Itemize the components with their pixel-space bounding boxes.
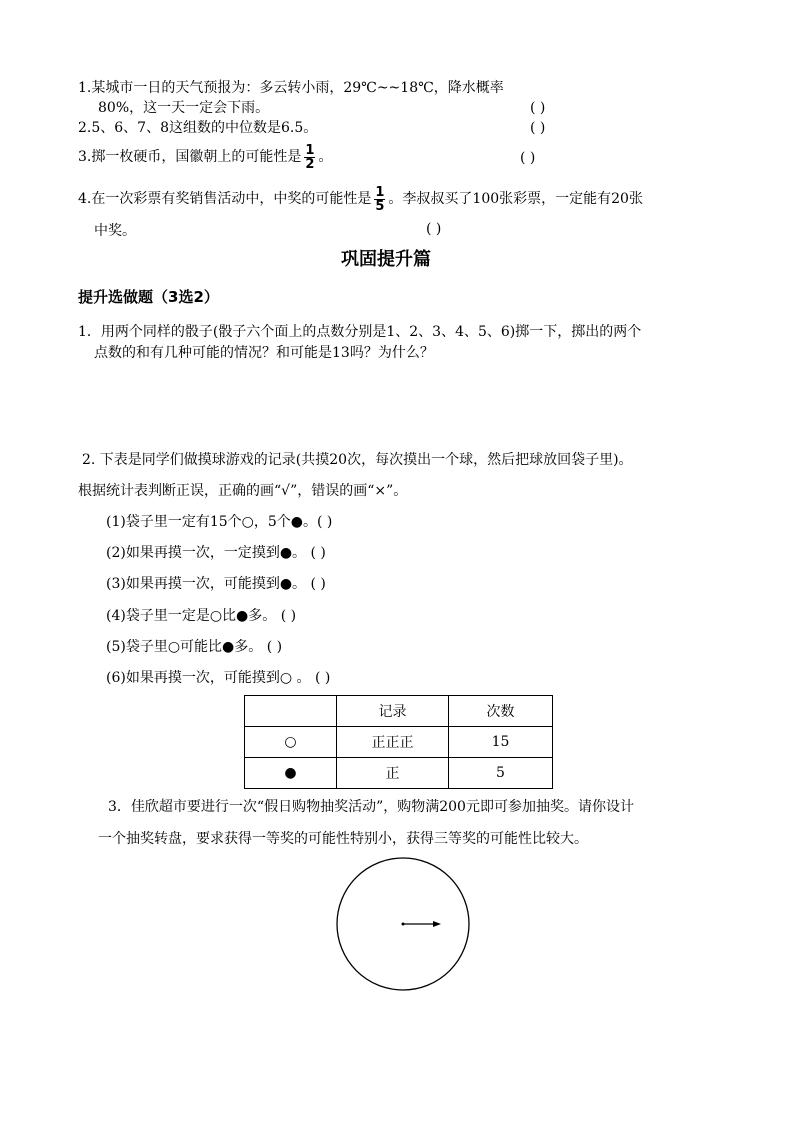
tf-question-4-answer-blank[interactable]: ( ): [426, 221, 442, 237]
table-header-cell: 记录: [337, 696, 449, 727]
fraction-numerator: 1: [305, 142, 315, 158]
q2-line1: 2. 下表是同学们做摸球游戏的记录(共摸20次，每次摸出一个球，然后把球放回袋子里)。: [82, 452, 633, 468]
table-row: [245, 758, 553, 789]
q2-item-1[interactable]: (1)袋子里一定有15个○，5个●。( ): [106, 514, 333, 530]
q2-item-6[interactable]: (6)如果再摸一次，可能摸到○ 。 ( ): [106, 670, 331, 686]
tf-question-3: [78, 140, 332, 174]
tf-question-3-end: 。: [318, 149, 333, 165]
q1-line2: 点数的和有几种可能的情况？和可能是13吗？为什么？: [94, 345, 434, 361]
table-row: [245, 727, 553, 758]
table-cell: 正: [337, 758, 449, 789]
fraction-one-half: [304, 144, 315, 171]
tf-question-1-line2: 80%，这一天一定会下雨。: [98, 100, 270, 116]
tf-question-3-answer-blank[interactable]: ( ): [520, 150, 536, 166]
tf-question-4-line2: 中奖。: [94, 223, 136, 239]
record-table: [244, 695, 553, 789]
q3-line1: 3．佳欣超市要进行一次“假日购物抽奖活动”，购物满200元即可参加抽奖。请你设计: [108, 799, 634, 815]
tf-question-4-text: 4.在一次彩票有奖销售活动中，中奖的可能性是: [78, 191, 372, 207]
table-cell: 5: [449, 758, 553, 789]
fraction-one-fifth: [374, 186, 385, 213]
tf-question-4: [78, 182, 643, 216]
tf-question-1-answer-blank[interactable]: ( ): [530, 100, 546, 116]
fraction-denominator: 5: [375, 198, 385, 214]
subsection-title: 提升选做题（3选2）: [78, 288, 219, 306]
spinner-arrow-icon: [402, 921, 442, 927]
section-title: 巩固提升篇: [341, 249, 431, 270]
table-cell: 正正正: [337, 727, 449, 758]
tf-question-1-line1: 1.某城市一日的天气预报为：多云转小雨，29℃~~18℃，降水概率: [78, 80, 504, 96]
q2-item-4[interactable]: (4)袋子里一定是○比●多。 ( ): [106, 608, 297, 624]
table-header-cell: 次数: [449, 696, 553, 727]
black-ball-symbol: ●: [245, 758, 337, 789]
tf-question-2: 2.5、6、7、8这组数的中位数是6.5。: [78, 120, 318, 136]
tf-question-3-text: 3.掷一枚硬币，国徽朝上的可能性是: [78, 149, 302, 165]
q2-item-3[interactable]: (3)如果再摸一次，可能摸到●。 ( ): [106, 576, 326, 592]
q1-line1: 1．用两个同样的骰子(骰子六个面上的点数分别是1、2、3、4、5、6)掷一下，掷出的两个: [78, 324, 642, 340]
table-header-row: [245, 696, 553, 727]
q2-item-5[interactable]: (5)袋子里○可能比●多。 ( ): [106, 639, 283, 655]
table-cell: 15: [449, 727, 553, 758]
q2-item-2[interactable]: (2)如果再摸一次，一定摸到●。 ( ): [106, 545, 326, 561]
q2-line2: 根据统计表判断正误，正确的画“√”，错误的画“×”。: [78, 483, 408, 499]
table-header-cell: [245, 696, 337, 727]
fraction-denominator: 2: [305, 156, 315, 172]
tf-question-2-answer-blank[interactable]: ( ): [530, 120, 546, 136]
q3-line2: 一个抽奖转盘，要求获得一等奖的可能性特别小，获得三等奖的可能性比较大。: [98, 831, 588, 847]
fraction-numerator: 1: [375, 184, 385, 200]
spinner-wheel-diagram: [334, 857, 474, 993]
white-ball-symbol: ○: [245, 727, 337, 758]
tf-question-4-cont: 。李叔叔买了100张彩票，一定能有20张: [388, 191, 643, 207]
